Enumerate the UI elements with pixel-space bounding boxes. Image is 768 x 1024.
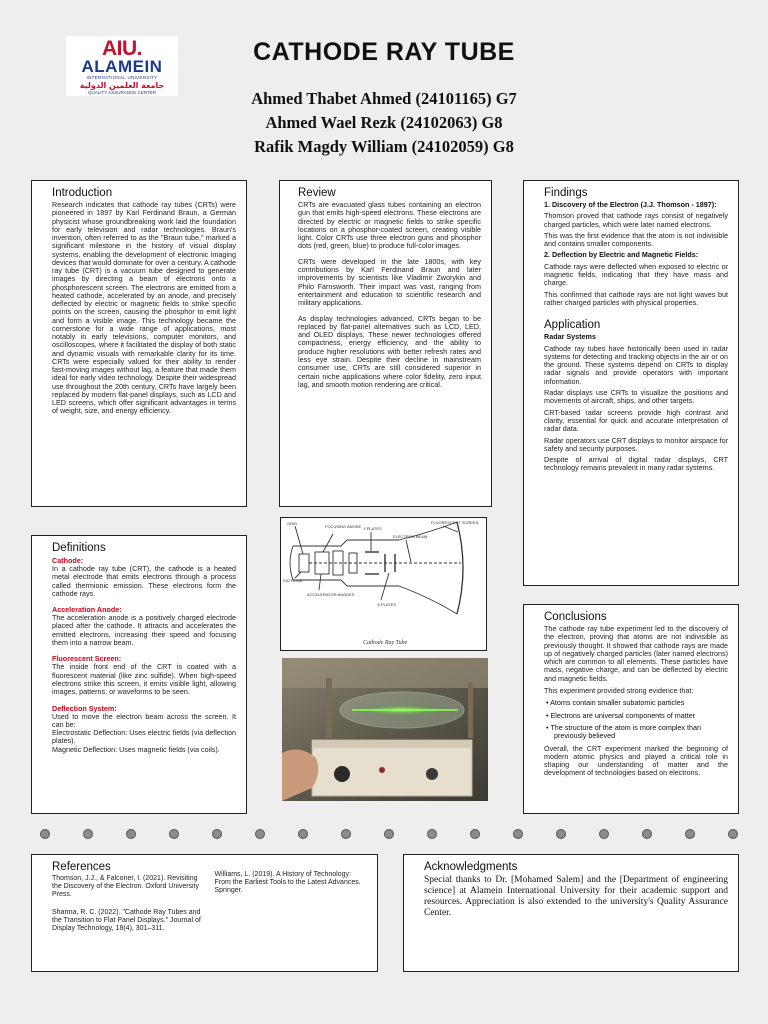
introduction-heading: Introduction [52, 187, 113, 199]
review-section [279, 180, 492, 507]
decorative-dot [642, 829, 652, 839]
introduction-section [31, 180, 247, 507]
definition-text: Used to move the electron beam across the screen. It can be: [52, 711, 236, 729]
crt-diagram [280, 517, 487, 651]
findings-heading: Findings [544, 187, 588, 199]
deflection-type: Electrostatic Deflection: Uses electric fields (via deflection plates). [52, 728, 236, 746]
findings-paragraph: This was the first evidence that the atom is not indivisible and contains smaller components. [544, 230, 728, 249]
definition-term: Cathode: [52, 556, 84, 565]
conclusions-bullet: • Atoms contain smaller subatomic particles [546, 698, 685, 708]
decorative-dot [298, 829, 308, 839]
logo-text-aiu: AIU. [102, 37, 142, 60]
references-section [31, 854, 378, 972]
reference-entry: Sharma, R. C. (2022). "Cathode Ray Tubes and the Transition to Flat Panel Displays." Journal of Display Technology, 18(4), 301–311. [52, 908, 201, 933]
logo-text-qac: QUALITY ASSURANCE CENTER [88, 90, 156, 95]
decorative-dot [556, 829, 566, 839]
application-paragraph: Despite of arrival of digital radar displays, CRT technology remains prevalent in many radar systems. [544, 455, 728, 473]
diagram-label-y-plates: Y-PLATES [363, 526, 382, 531]
definition-term: Fluorescent Screen: [52, 654, 122, 664]
diagram-label-x-plates: X-PLATES [377, 602, 397, 607]
review-paragraph: As display technologies advanced, CRTs began to be replaced by flat-panel alternatives such as LCD, LED, and OLED displays. These newer technologies offered compactness, energy efficiency, and the ability to produce higher resolutions with better refresh rates and less eye strain. Despite their decline in mainstream consumer use, CRTs are still considered superior in certain niche applications where color fidelity, zero input lag, and smooth motion rendering are critical. [298, 313, 481, 389]
diagram-label-grid: GRID [287, 521, 297, 526]
decorative-dot [513, 829, 523, 839]
decorative-dot [427, 829, 437, 839]
acknowledgments-text: Special thanks to Dr. [Mohamed Salem] and the [Department of engineering science] at Alamein International University for their academic support and resources. Appreciation is also extended to the university's Quality Assurance Center. [424, 875, 728, 918]
conclusions-paragraph: This experiment provided strong evidence that: [544, 686, 694, 696]
definition-text: The acceleration anode is a positively charged electrode placed after the cathode. It attracts and accelerates the emitted electrons, increasing their speed and focusing them into a narrow beam. [52, 613, 236, 648]
findings-paragraph: Thomson proved that cathode rays consist of negatively charged particles, which were later named electrons. [544, 211, 728, 229]
application-paragraph: Radar displays use CRTs to visualize the positions and movements of aircraft, ships, and other targets. [544, 388, 728, 406]
diagram-caption: Cathode Ray Tube [363, 640, 408, 646]
diagram-label-cathode: CATHODE [283, 578, 303, 583]
author-3: Rafik Magdy William (24102059) G8 [254, 137, 514, 156]
decorative-dot [255, 829, 265, 839]
deflection-type: Magnetic Deflection: Uses magnetic fields (via coils). [52, 744, 220, 754]
author-2: Ahmed Wael Rezk (24102063) G8 [265, 113, 503, 132]
findings-subheading-deflection: 2. Deflection by Electric and Magnetic Fields: [544, 250, 699, 260]
author-1: Ahmed Thabet Ahmed (24101165) G7 [251, 89, 517, 108]
decorative-dot [40, 829, 50, 839]
reference-entry: Williams, L. (2019). A History of Technology: From the Earliest Tools to the Latest Advances. Springer. [214, 871, 361, 895]
definitions-section [31, 535, 247, 814]
diagram-label-accelerator-anodes: ACCELERATOR ANODES [307, 592, 355, 597]
definition-text: The inside front end of the CRT is coated with a fluorescent material (like zinc sulfide). When high-speed electrons strike this screen, it emits visible light, allowing images, patterns, or waveforms to be seen. [52, 662, 236, 697]
decorative-dot [126, 829, 136, 839]
application-heading: Application [544, 319, 601, 332]
logo-text-alamein: ALAMEIN [81, 57, 163, 76]
experiment-photo [282, 658, 488, 801]
conclusions-bullet: • The structure of the atom is more complex than previously believed [546, 722, 701, 741]
diagram-label-electron-beam: ELECTRON BEAM [393, 534, 428, 539]
decorative-dot [470, 829, 480, 839]
definition-term: Acceleration Anode: [52, 605, 122, 615]
logo-text-arabic: جامعة العلمين الدولية [79, 81, 165, 90]
acknowledgments-section [403, 854, 739, 972]
review-paragraph: CRTs were developed in the late 1800s, with key contributions by Karl Ferdinand Braun and later improvements by scientists like Vladimir Zworykin and Philo Farnsworth. Their impact was vast, ranging from entertainment and education to scientific research and military applications. [298, 256, 481, 308]
application-subheading: Radar Systems [544, 332, 596, 342]
decorative-dot [83, 829, 93, 839]
conclusions-heading: Conclusions [544, 611, 607, 623]
diagram-label-fluorescent-screen: FLUORESCENT SCREEN [431, 520, 479, 525]
poster-title: CATHODE RAY TUBE [253, 38, 515, 66]
application-paragraph: Radar operators use CRT displays to monitor airspace for safety and security purposes. [544, 435, 728, 453]
conclusions-section [523, 604, 739, 814]
review-heading: Review [298, 187, 336, 199]
decorative-dot [212, 829, 222, 839]
acknowledgments-heading: Acknowledgments [424, 861, 518, 873]
definition-term: Deflection System: [52, 703, 117, 713]
application-paragraph: Cathode ray tubes have historically been used in radar systems for detecting and tracking objects in the air or on the ground. These systems depend on CRTs to display radar signals and provide operators with important information. [544, 343, 728, 386]
conclusions-bullet: • Electrons are universal components of matter [546, 710, 696, 720]
decorative-dot [384, 829, 394, 839]
findings-paragraph: Cathode rays were deflected when exposed to electric or magnetic fields, indicating that they have mass and charge. [544, 261, 728, 288]
introduction-text: Research indicates that cathode ray tubes (CRTs) were pioneered in 1897 by Karl Ferdinand Braun, a German physicist whose groundbreaking work laid the foundation for early television and radar technologies. Braun's invention, often referred to as the "Braun tube," marked a significant milestone in the history of visual display systems, enabling the development of electronic imaging devices that would dominate for over a century. A cathode ray tube (CRT) is a vacuum tube designed to generate images by directing a beam of electrons onto a phosphorescent screen. The electrons are emitted from a heated cathode, accelerated by an anode, and precisely deflected by electric or magnetic fields to strike specific points on the screen, causing the phosphor to emit light and form a visible image. This technology became the cornerstone for a wide range of applications, most notably in early televisions, computer monitors, and oscilloscopes, where it facilitated the display of both static and dynamic visuals with remarkable clarity for its time. CRTs were especially valued for their ability to render fast-moving images without lag, a feature that made them ideal for early video technology. Despite their widespread use throughout the 20th century, CRTs have largely been replaced by modern flat-panel displays, such as LCD and LED screens, which offer significant advantages in terms of weight, size, and energy efficiency. [52, 200, 236, 416]
findings-section [523, 180, 739, 586]
findings-subheading-electron: 1. Discovery of the Electron (J.J. Thomson - 1897): [544, 200, 717, 209]
decorative-dot [728, 829, 738, 839]
definitions-heading: Definitions [52, 542, 106, 554]
reference-entry: Thomson, J.J., & Falconer, I. (2021). Revisiting the Discovery of the Electron. Oxford University Press. [52, 875, 200, 899]
references-heading: References [52, 861, 111, 873]
decorative-dot [599, 829, 609, 839]
decorative-dot [169, 829, 179, 839]
decorative-dot [685, 829, 695, 839]
conclusions-paragraph: Overall, the CRT experiment marked the beginning of modern atomic physics and played a critical role in shaping our understanding of matter and the development of technologies based on electrons. [544, 743, 728, 778]
logo-text-international: INTERNATIONAL UNIVERSITY [86, 75, 158, 80]
definition-text: In a cathode ray tube (CRT), the cathode is a heated metal electrode that emits electrons through a process called thermionic emission. These electrons form the cathode rays. [52, 564, 236, 598]
application-paragraph: CRT-based radar screens provide high contrast and clarity, essential for quick and accurate interpretation of radar data. [544, 407, 728, 434]
crt-diagram-drawing [281, 518, 486, 650]
experiment-photo-drawing [282, 658, 488, 801]
diagram-label-focusing-anode: FOCUSING ANODE [325, 524, 362, 529]
findings-paragraph: This confirmed that cathode rays are not light waves but rather charged particles with physical properties. [544, 289, 728, 307]
conclusions-paragraph: The cathode ray tube experiment led to the discovery of the electron, proving that atoms are not indivisible as previously thought. It showed that cathode rays are made up of negatively charged particles (later named electrons) which are common to all elements. These particles have mass, negative charge, and can be deflected by electric and magnetic fields. [544, 624, 728, 683]
review-paragraph: CRTs are evacuated glass tubes containing an electron gun that emits high-speed electrons. These electrons are directed by electric or magnetic fields to strike specific locations on a phosphor-coated screen, creating visible light. Color CRTs use three electron guns and phosphor dots (red, green, blue) to produce full-color images. [298, 200, 481, 251]
decorative-dot [341, 829, 351, 839]
